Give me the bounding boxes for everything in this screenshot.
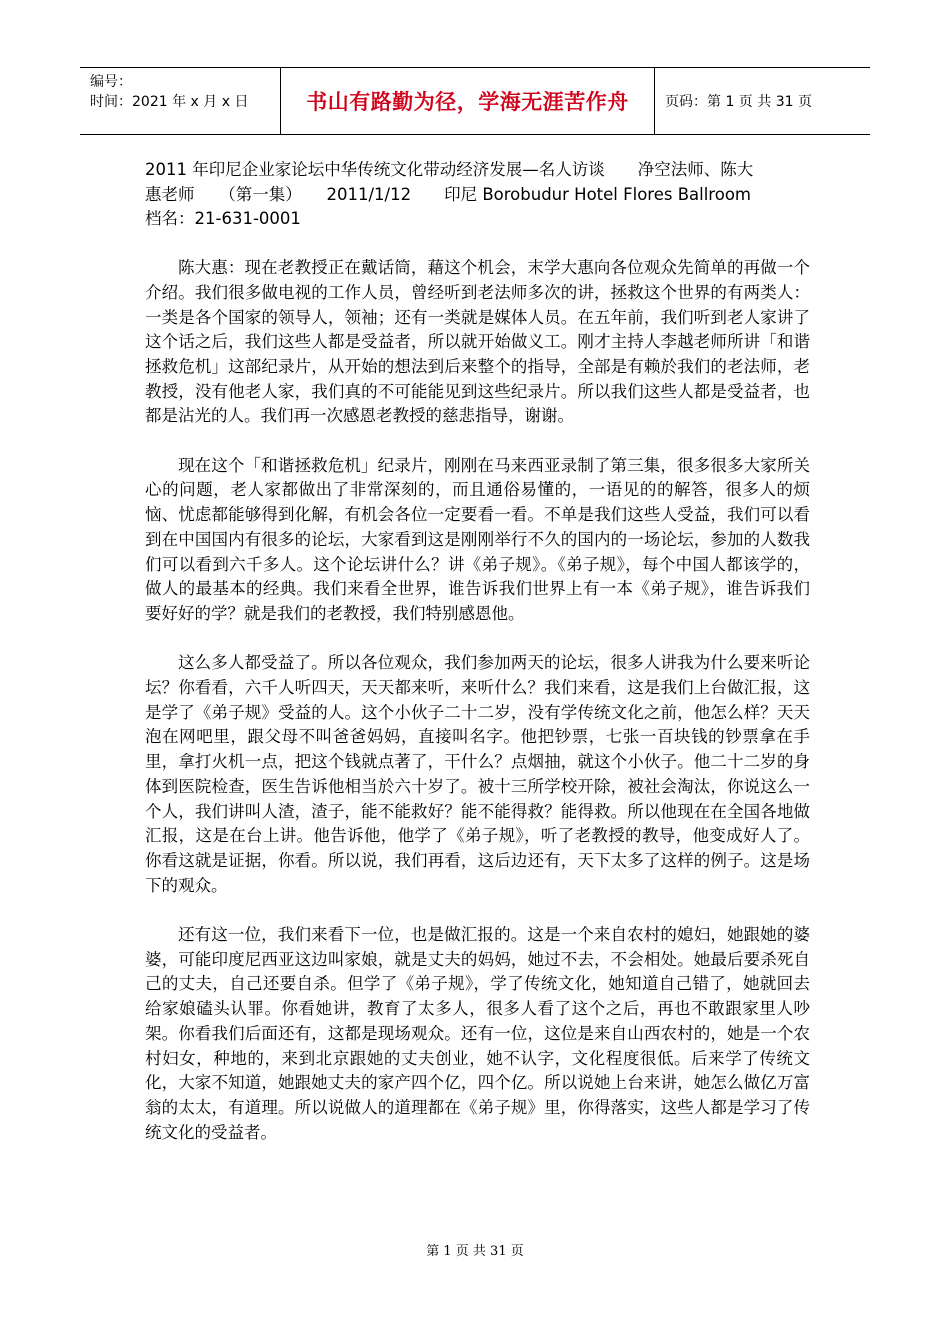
header-motto: 书山有路勤为径，学海无涯苦作舟 [280, 68, 655, 134]
header-page-info: 页码：第 1 页 共 31 页 [665, 94, 812, 110]
title-line-1: 2011 年印尼企业家论坛中华传统文化带动经济发展—名人访谈 净空法师、陈大 [145, 160, 754, 179]
document-title [145, 158, 810, 232]
paragraph-4: 还有这一位，我们来看下一位，也是做汇报的。这是一个来自农村的媳妇，她跟她的婆婆，可能印度尼西亚这边叫家娘，就是丈夫的妈妈，她过不去，不会相处。她最后要杀死自己的丈夫，自己还要自杀。但学了《弟子规》，学了传统文化，她知道自己错了，她就回去给家娘磕头认罪。你看她讲，教育了太多人，很多人看了这个之后，再也不敢跟家里人吵架。你看我们后面还有，这都是现场观众。还有一位，这位是来自山西农村的，她是一个农村妇女，种地的，来到北京跟她的丈夫创业，她不认字，文化程度很低。后来学了传统文化，大家不知道，她跟她丈夫的家产四个亿，四个亿。所以说她上台来讲，她怎么做亿万富翁的太太，有道理。所以说做人的道理都在《弟子规》里，你得落实，这些人都是学习了传统文化的受益者。 [145, 925, 810, 1142]
document-body [145, 158, 810, 1170]
page-footer: 第 1 页 共 31 页 [426, 1244, 524, 1259]
document-time-label: 时间：2021 年 x 月 x 日 [90, 94, 249, 110]
header-meta [80, 68, 280, 134]
paragraph-1: 陈大惠：现在老教授正在戴话筒，藉这个机会，末学大惠向各位观众先简单的再做一个介绍。我们很多做电视的工作人员，曾经听到老法师多次的讲，拯救这个世界的有两类人：一类是各个国家的领导人，领袖；还有一类就是媒体人员。在五年前，我们听到老人家讲了这个话之后，我们这些人都是受益者，所以就开始做义工。刚才主持人李越老师所讲「和谐拯救危机」这部纪录片，从开始的想法到后来整个的指导，全部是有赖於我们的老法师，老教授，没有他老人家，我们真的不可能能见到这些纪录片。所以我们这些人都是受益者，也都是沾光的人。我们再一次感恩老教授的慈悲指导，谢谢。 [145, 258, 810, 426]
page-header [80, 67, 870, 135]
title-line-2: 惠老师 （第一集） 2011/1/12 印尼 Borobudur Hotel Flores Ballroom [145, 184, 751, 204]
paragraph-3: 这么多人都受益了。所以各位观众，我们参加两天的论坛，很多人讲我为什么要来听论坛？你看看，六千人听四天，天天都来听，来听什么？我们来看，这是我们上台做汇报，这是学了《弟子规》受益的人。这个小伙子二十二岁，没有学传统文化之前，他怎么样？天天泡在网吧里，跟父母不叫爸爸妈妈，直接叫名字。他把钞票，七张一百块钱的钞票拿在手里，拿打火机一点，把这个钱就点著了，干什么？点烟抽，就这个小伙子。他二十二岁的身体到医院检查，医生告诉他相当於六十岁了。被十三所学校开除，被社会淘汰，你说这么一个人，我们讲叫人渣，渣子，能不能救好？能不能得救？能得救。所以他现在在全国各地做汇报，这是在台上讲。他告诉他，他学了《弟子规》，听了老教授的教导，他变成好人了。你看这就是证据，你看。所以说，我们再看，这后边还有，天下太多了这样的例子。这是场下的观众。 [145, 653, 810, 895]
title-line-3: 档名：21-631-0001 [145, 209, 301, 229]
document-number-label: 编号： [90, 74, 132, 90]
paragraph-2: 现在这个「和谐拯救危机」纪录片，刚刚在马来西亚录制了第三集，很多很多大家所关心的问题，老人家都做出了非常深刻的，而且通俗易懂的，一语见的的解答，很多人的烦恼、忧虑都能够得到化解，有机会各位一定要看一看。不单是我们这些人受益，我们可以看到在中国国内有很多的论坛，大家看到这是刚刚举行不久的国内的一场论坛，参加的人数我们可以看到六千多人。这个论坛讲什么？讲《弟子规》。《弟子规》，每个中国人都该学的，做人的最基本的经典。我们来看全世界，谁告诉我们世界上有一本《弟子规》，谁告诉我们要好好的学？就是我们的老教授，我们特别感恩他。 [145, 455, 810, 623]
